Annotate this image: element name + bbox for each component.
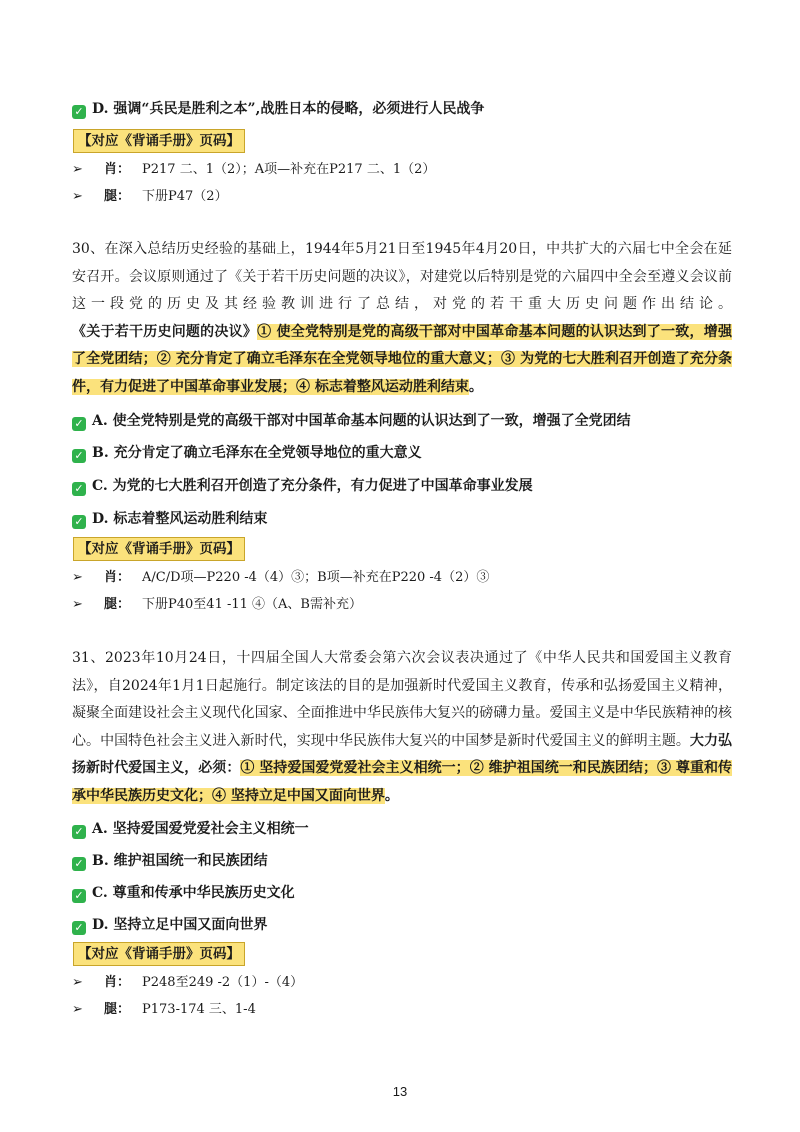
q31-option-c: ✓ C. 尊重和传承中华民族历史文化 [72, 883, 295, 903]
ref-tag: 【对应《背诵手册》页码】 [73, 129, 245, 153]
check-box-icon: ✓ [72, 825, 86, 839]
q30-stem: 30、在深入总结历史经验的基础上，1944年5月21日至1945年4月20日，中共扩大的六届七中全会在延安召开。会议原则通过了《关于若干历史问题的决议》，对建党以后特别是党的六届四中全会至遵义会议前这一段党的历史及其经验教训进行了总结，对党的若干重大历史问题作出结论。《关于若干历史问题的决议》① 使全党特别是党的高级干部对中国革命基本问题的认识达到了一致，增强了全党团结；② 充分肯定了确立毛泽东在全党领导地位的重大意义；③ 为党的七大胜利召开创造了充分条件，有力促进了中国革命事业发展；④ 标志着整风运动胜利结束。 [72, 241, 733, 395]
ref-tag: 【对应《背诵手册》页码】 [73, 942, 245, 966]
highlighted-answer: ① 坚持爱国爱党爱社会主义相统一；② 维护祖国统一和民族团结；③ 尊重和传承中华民族历史文化；④ 坚持立足中国又面向世界 [72, 760, 732, 804]
q30-option-b: ✓ B. 充分肯定了确立毛泽东在全党领导地位的重大意义 [72, 443, 422, 463]
q29-ref-2: ➢ 腿： 下册P47（2） [72, 187, 228, 207]
q30-ref-1: ➢ 肖： A/C/D项—P220 -4（4）③；B项—补充在P220 -4（2）③ [72, 568, 489, 588]
check-box-icon: ✓ [72, 857, 86, 871]
q30-option-c: ✓ C. 为党的七大胜利召开创造了充分条件，有力促进了中国革命事业发展 [72, 476, 533, 496]
check-box-icon: ✓ [72, 449, 86, 463]
check-box-icon: ✓ [72, 105, 86, 119]
page-number: 13 [392, 1084, 408, 1099]
check-box-icon: ✓ [72, 889, 86, 903]
q31-ref-1: ➢ 肖： P248至249 -2（1）-（4） [72, 973, 303, 993]
ref-tag: 【对应《背诵手册》页码】 [73, 537, 245, 561]
q30-option-d: ✓ D. 标志着整风运动胜利结束 [72, 509, 267, 529]
q30-ref-2: ➢ 腿： 下册P40至41 -11 ④（A、B需补充） [72, 595, 362, 615]
q31-ref-2: ➢ 腿： P173-174 三、1-4 [72, 1000, 256, 1020]
q31-option-a: ✓ A. 坚持爱国爱党爱社会主义相统一 [72, 819, 309, 839]
highlighted-answer: ① 使全党特别是党的高级干部对中国革命基本问题的认识达到了一致，增强了全党团结；② 充分肯定了确立毛泽东在全党领导地位的重大意义；③ 为党的七大胜利召开创造了充分条件，有力促进了中国革命事业发展；④ 标志着整风运动胜利结束 [72, 323, 733, 395]
arrow-bullet-icon: ➢ [72, 189, 83, 204]
arrow-bullet-icon: ➢ [72, 162, 83, 177]
check-box-icon: ✓ [72, 921, 86, 935]
q29-ref-1: ➢ 肖： P217 二、1（2）；A项—补充在P217 二、1（2） [72, 160, 435, 180]
q31-option-d: ✓ D. 坚持立足中国又面向世界 [72, 915, 267, 935]
option-text: D. 强调“兵民是胜利之本”,战胜日本的侵略，必须进行人民战争 [92, 101, 485, 117]
arrow-bullet-icon: ➢ [72, 1002, 83, 1017]
arrow-bullet-icon: ➢ [72, 570, 83, 585]
q29-option-d [72, 99, 484, 119]
arrow-bullet-icon: ➢ [72, 975, 83, 990]
arrow-bullet-icon: ➢ [72, 597, 83, 612]
q31-option-b: ✓ B. 维护祖国统一和民族团结 [72, 851, 268, 871]
q30-option-a: ✓ A. 使全党特别是党的高级干部对中国革命基本问题的认识达到了一致，增强了全党团结 [72, 411, 631, 431]
check-box-icon: ✓ [72, 417, 86, 431]
check-box-icon: ✓ [72, 482, 86, 496]
check-box-icon: ✓ [72, 515, 86, 529]
q31-stem: 31、2023年10月24日，十四届全国人大常委会第六次会议表决通过了《中华人民共和国爱国主义教育法》，自2024年1月1日起施行。制定该法的目的是加强新时代爱国主义教育，传承和弘扬爱国主义精神，凝聚全面建设社会主义现代化国家、全面推进中华民族伟大复兴的磅礴力量。爱国主义是中华民族精神的核心。中国特色社会主义进入新时代，实现中华民族伟大复兴的中国梦是新时代爱国主义的鲜明主题。大力弘扬新时代爱国主义，必须：① 坚持爱国爱党爱社会主义相统一；② 维护祖国统一和民族团结；③ 尊重和传承中华民族历史文化；④ 坚持立足中国又面向世界。 [72, 650, 733, 804]
